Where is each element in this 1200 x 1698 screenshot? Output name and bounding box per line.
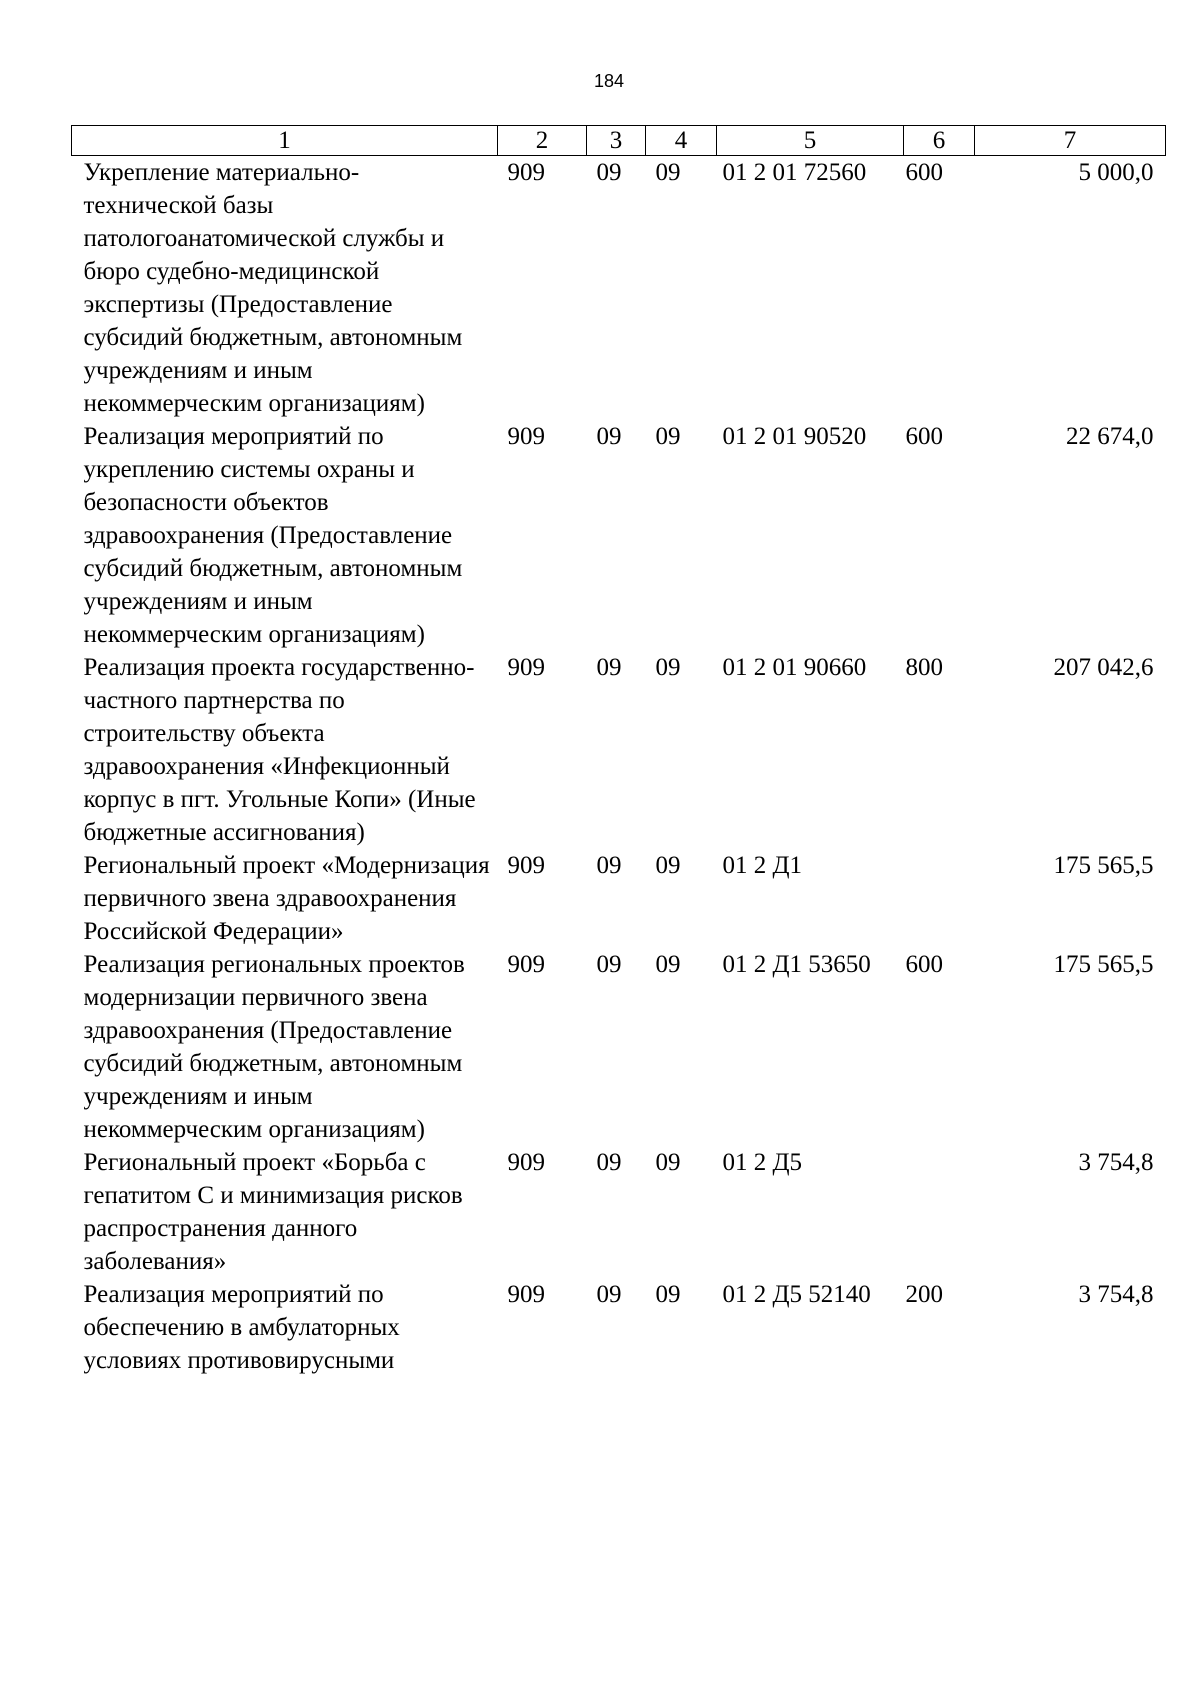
row-section: 09 [596, 423, 622, 450]
header-col-5: 5 [717, 126, 904, 156]
row-amount: 22 674,0 [1066, 423, 1154, 450]
row-name: Реализация проекта государственно-частного партнерства по строительству объекта здравоохранения «Инфекционный корпус в пгт. Угольные Копи» (Иные бюджетные ассигнования) [83, 654, 476, 846]
table-row [72, 849, 1166, 948]
row-subsection: 09 [655, 951, 681, 978]
row-amount: 175 565,5 [1053, 951, 1154, 978]
row-name: Реализация мероприятий по укреплению системы охраны и безопасности объектов здравоохранения (Предоставление субсидий бюджетным, автономным учреждениям и иным некоммерческим организациям) [83, 423, 463, 648]
row-section: 09 [596, 1281, 622, 1308]
row-target-item: 01 2 Д1 53650 [722, 951, 871, 978]
row-amount: 5 000,0 [1078, 159, 1154, 186]
row-section: 09 [596, 852, 622, 879]
row-name: Региональный проект «Борьба с гепатитом С и минимизация рисков распространения данного заболевания» [83, 1149, 463, 1275]
page-number: 184 [593, 71, 625, 91]
row-ministry-code: 909 [507, 852, 545, 879]
budget-table [71, 125, 1166, 1377]
row-target-item: 01 2 01 72560 [722, 159, 867, 186]
row-name: Региональный проект «Модернизация первичного звена здравоохранения Российской Федерации» [83, 852, 490, 945]
row-subsection: 09 [655, 852, 681, 879]
row-amount: 175 565,5 [1053, 852, 1154, 879]
row-target-item: 01 2 01 90660 [722, 654, 867, 681]
row-section: 09 [596, 654, 622, 681]
row-expense-type: 800 [905, 654, 943, 681]
table-row [72, 948, 1166, 1146]
row-section: 09 [596, 159, 622, 186]
row-expense-type [904, 1146, 975, 1278]
row-expense-type: 600 [905, 159, 943, 186]
row-subsection: 09 [655, 159, 681, 186]
row-subsection: 09 [655, 423, 681, 450]
row-section: 09 [596, 1149, 622, 1176]
row-target-item: 01 2 01 90520 [722, 423, 867, 450]
header-col-4: 4 [646, 126, 717, 156]
row-ministry-code: 909 [507, 1281, 545, 1308]
header-col-3: 3 [587, 126, 646, 156]
row-expense-type: 600 [905, 951, 943, 978]
row-amount: 207 042,6 [1053, 654, 1154, 681]
row-ministry-code: 909 [507, 654, 545, 681]
row-ministry-code: 909 [507, 423, 545, 450]
header-col-6: 6 [904, 126, 975, 156]
row-name: Укрепление материально-технической базы патологоанатомической службы и бюро судебно-медицинской экспертизы (Предоставление субсидий бюджетным, автономным учреждениям и иным некоммерческим организациям) [83, 159, 463, 417]
row-ministry-code: 909 [507, 951, 545, 978]
header-col-7: 7 [975, 126, 1166, 156]
table-row [72, 420, 1166, 651]
row-subsection: 09 [655, 1149, 681, 1176]
row-section: 09 [596, 951, 622, 978]
row-target-item: 01 2 Д1 [722, 852, 803, 879]
row-expense-type: 200 [905, 1281, 943, 1308]
row-subsection: 09 [655, 1281, 681, 1308]
row-subsection: 09 [655, 654, 681, 681]
row-ministry-code: 909 [507, 1149, 545, 1176]
table-row [72, 1146, 1166, 1278]
row-target-item: 01 2 Д5 52140 [722, 1281, 871, 1308]
table-row [72, 1278, 1166, 1377]
row-amount: 3 754,8 [1078, 1149, 1154, 1176]
table-row [72, 156, 1166, 421]
table-row [72, 651, 1166, 849]
row-amount: 3 754,8 [1078, 1281, 1154, 1308]
row-target-item: 01 2 Д5 [722, 1149, 803, 1176]
header-col-2: 2 [498, 126, 587, 156]
row-expense-type: 600 [905, 423, 943, 450]
header-row [72, 126, 1166, 156]
row-name: Реализация мероприятий по обеспечению в амбулаторных условиях противовирусными [83, 1281, 400, 1374]
row-expense-type [904, 849, 975, 948]
header-col-1: 1 [72, 126, 498, 156]
row-ministry-code: 909 [507, 159, 545, 186]
row-name: Реализация региональных проектов модернизации первичного звена здравоохранения (Предоставление субсидий бюджетным, автономным учреждениям и иным некоммерческим организациям) [83, 951, 465, 1143]
